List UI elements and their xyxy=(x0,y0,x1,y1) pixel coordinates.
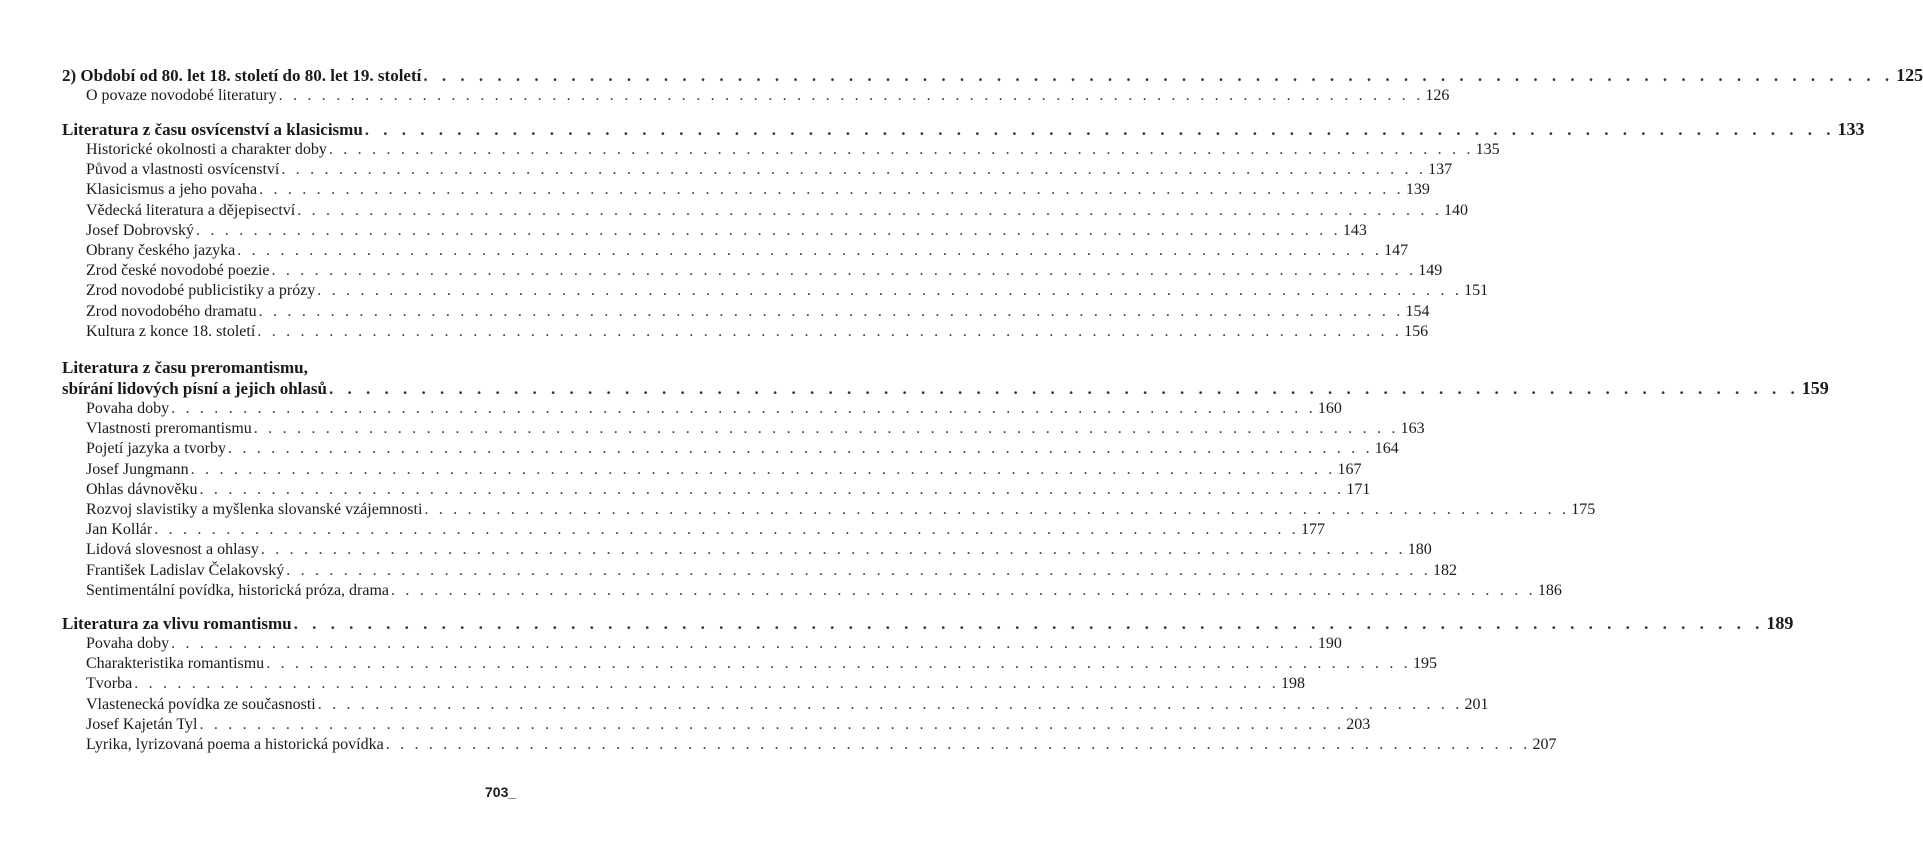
toc-entry xyxy=(62,322,1429,342)
toc-entry xyxy=(62,520,1326,540)
dot-leader: . . . . . . . . . . . . . . . . . . . . . . . . . . . . . . . . . . . . . . . . . . . . . . . . . . . . . . . . . . . . . . . . . . . . . . . . . . . . . . . . xyxy=(134,675,1280,693)
dot-leader: . . . . . . . . . . . . . . . . . . . . . . . . . . . . . . . . . . . . . . . . . . . . . . . . . . . . . . . . . . . . . . . . . . . . . . . . . . . . . . . . xyxy=(258,302,1404,320)
toc-entry-page: 139 xyxy=(1405,181,1430,199)
toc-section xyxy=(62,357,1829,601)
dot-leader: . . . . . . . . . . . . . . . . . . . . . . . . . . . . . . . . . . . . . . . . . . . . . . . . . . . . . . . . . . . . . . . . . . . . . . . . . . . . . . . . xyxy=(190,460,1336,478)
toc-entry xyxy=(62,500,1596,520)
toc-entry-page: 167 xyxy=(1337,460,1362,478)
toc-entry-page: 151 xyxy=(1464,282,1489,300)
toc-entry-page: 198 xyxy=(1281,675,1306,693)
toc-section xyxy=(62,65,1923,106)
section-heading-page: 125 xyxy=(1896,65,1923,85)
dot-leader: . . . . . . . . . . . . . . . . . . . . . . . . . . . . . . . . . . . . . . . . . . . . . . . . . . . . . . . . . . . . . . . . . . . . . . . . . . . . . . . . xyxy=(297,201,1443,219)
toc-entry xyxy=(62,715,1371,735)
section-heading-page: 189 xyxy=(1766,613,1794,633)
toc-entry-page: 175 xyxy=(1571,500,1596,518)
toc-entry-page: 149 xyxy=(1418,262,1443,280)
dot-leader: . . . . . . . . . . . . . . . . . . . . . . . . . . . . . . . . . . . . . . . . . . . . . . . . . . . . . . . . . . . . . . . . . . . . . . . . . . . . . . . . xyxy=(293,614,1765,633)
dot-leader: . . . . . . . . . . . . . . . . . . . . . . . . . . . . . . . . . . . . . . . . . . . . . . . . . . . . . . . . . . . . . . . . . . . . . . . . . . . . . . . . xyxy=(196,221,1341,239)
toc-entry xyxy=(62,581,1562,601)
dot-leader: . . . . . . . . . . . . . . . . . . . . . . . . . . . . . . . . . . . . . . . . . . . . . . . . . . . . . . . . . . . . . . . . . . . . . . . . . . . . . . . . xyxy=(266,655,1411,673)
toc-entry-title: Vlastenecká povídka ze současnosti xyxy=(86,695,316,713)
section-heading-page: 133 xyxy=(1837,119,1865,139)
toc-entry xyxy=(62,674,1306,694)
dot-leader: . . . . . . . . . . . . . . . . . . . . . . . . . . . . . . . . . . . . . . . . . . . . . . . . . . . . . . . . . . . . . . . . . . . . . . . . . . . . . . . . xyxy=(259,181,1404,199)
toc-entry-title: Sentimentální povídka, historická próza, drama xyxy=(86,581,390,599)
toc-entry-title: František Ladislav Čelakovský xyxy=(86,561,285,579)
toc-entry-title: Zrod české novodobé poezie xyxy=(86,262,270,280)
toc-entry xyxy=(62,160,1453,180)
dot-leader: . . . . . . . . . . . . . . . . . . . . . . . . . . . . . . . . . . . . . . . . . . . . . . . . . . . . . . . . . . . . . . . . . . . . . . . . . . . . . . . . xyxy=(317,282,1463,300)
toc-entry-page: 135 xyxy=(1475,141,1500,158)
toc-entry xyxy=(62,634,1342,654)
dot-leader: . . . . . . . . . . . . . . . . . . . . . . . . . . . . . . . . . . . . . . . . . . . . . . . . . . . . . . . . . . . . . . . . . . . . . . . . . . . . . . . . xyxy=(328,379,1800,398)
toc-entry xyxy=(62,480,1371,500)
toc-entry-title: Josef Dobrovský xyxy=(86,221,194,239)
section-heading-title: Literatura z času osvícenství a klasicismu xyxy=(62,120,363,139)
toc-entry-page: 126 xyxy=(1425,87,1450,104)
toc-entry xyxy=(62,561,1457,581)
toc-entry-page: 163 xyxy=(1400,420,1425,438)
toc-entry xyxy=(62,261,1443,281)
section-heading-title: Literatura za vlivu romantismu xyxy=(62,614,292,633)
dot-leader: . . . . . . . . . . . . . . . . . . . . . . . . . . . . . . . . . . . . . . . . . . . . . . . . . . . . . . . . . . . . . . . . . . . . . . . . . . . . . . . . xyxy=(237,241,1383,259)
toc-entry-title: O povaze novodobé literatury xyxy=(86,87,277,104)
toc-entry-title: Pojetí jazyka a tvorby xyxy=(86,440,226,458)
toc-entry-page: 171 xyxy=(1346,480,1371,498)
toc-entry-page: 156 xyxy=(1404,322,1429,340)
dot-leader: . . . . . . . . . . . . . . . . . . . . . . . . . . . . . . . . . . . . . . . . . . . . . . . . . . . . . . . . . . . . . . . . . . . . . . . . . . . . . . . . xyxy=(171,400,1316,417)
dot-leader: . . . . . . . . . . . . . . . . . . . . . . . . . . . . . . . . . . . . . . . . . . . . . . . . . . . . . . . . . . . . . . . . . . . . . . . . . . . . . . . . xyxy=(391,581,1536,599)
dot-leader: . . . . . . . . . . . . . . . . . . . . . . . . . . . . . . . . . . . . . . . . . . . . . . . . . . . . . . . . . . . . . . . . . . . . . . . . . . . . . . . . xyxy=(286,561,1431,579)
toc-entry xyxy=(62,439,1399,459)
toc-entry-page: 137 xyxy=(1428,161,1453,179)
dot-leader: . . . . . . . . . . . . . . . . . . . . . . . . . . . . . . . . . . . . . . . . . . . . . . . . . . . . . . . . . . . . . . . . . . . . . . . . . . . . . . . . xyxy=(171,635,1316,652)
toc-entry xyxy=(62,241,1409,261)
toc-entry-title: Zrod novodobého dramatu xyxy=(86,302,257,320)
dot-leader: . . . . . . . . . . . . . . . . . . . . . . . . . . . . . . . . . . . . . . . . . . . . . . . . . . . . . . . . . . . . . . . . . . . . . . . . . . . . . . . . xyxy=(253,420,1399,438)
section-heading xyxy=(62,65,1923,86)
toc-entry xyxy=(62,86,1450,106)
toc-entry-title: Povaha doby xyxy=(86,400,170,417)
dot-leader: . . . . . . . . . . . . . . . . . . . . . . . . . . . . . . . . . . . . . . . . . . . . . . . . . . . . . . . . . . . . . . . . . . . . . . . . . . . . . . . . xyxy=(199,715,1345,733)
dot-leader: . . . . . . . . . . . . . . . . . . . . . . . . . . . . . . . . . . . . . . . . . . . . . . . . . . . . . . . . . . . . . . . . . . . . . . . . . . . . . . . . xyxy=(328,141,1474,158)
toc-entry xyxy=(62,654,1437,674)
toc-entry xyxy=(62,419,1425,439)
toc-entry-title: Jan Kollár xyxy=(86,521,153,539)
toc-entry-title: Lyrika, lyrizovaná poema a historická povídka xyxy=(86,735,384,753)
toc-section xyxy=(62,613,1794,755)
toc-entry-page: 143 xyxy=(1342,221,1367,239)
toc-entry xyxy=(62,180,1430,200)
dot-leader: . . . . . . . . . . . . . . . . . . . . . . . . . . . . . . . . . . . . . . . . . . . . . . . . . . . . . . . . . . . . . . . . . . . . . . . . . . . . . . . . xyxy=(423,66,1895,85)
section-heading-title: 2) Období od 80. let 18. století do 80. let 19. století xyxy=(62,66,422,85)
toc-entry-title: Kultura z konce 18. století xyxy=(86,322,256,340)
toc-entry-page: 140 xyxy=(1444,201,1469,219)
toc-entry-page: 201 xyxy=(1464,695,1489,713)
dot-leader: . . . . . . . . . . . . . . . . . . . . . . . . . . . . . . . . . . . . . . . . . . . . . . . . . . . . . . . . . . . . . . . . . . . . . . . . . . . . . . . . xyxy=(199,480,1345,498)
toc-section xyxy=(62,119,1865,342)
toc-entry-page: 207 xyxy=(1532,735,1557,753)
toc-entry-page: 160 xyxy=(1317,400,1342,417)
toc-entry-page: 147 xyxy=(1384,241,1409,259)
dot-leader: . . . . . . . . . . . . . . . . . . . . . . . . . . . . . . . . . . . . . . . . . . . . . . . . . . . . . . . . . . . . . . . . . . . . . . . . . . . . . . . . xyxy=(260,541,1406,559)
toc-entry-title: Vlastnosti preromantismu xyxy=(86,420,252,438)
section-heading xyxy=(62,613,1794,634)
toc-entry-title: Původ a vlastnosti osvícenství xyxy=(86,161,280,179)
dot-leader: . . . . . . . . . . . . . . . . . . . . . . . . . . . . . . . . . . . . . . . . . . . . . . . . . . . . . . . . . . . . . . . . . . . . . . . . . . . . . . . . xyxy=(424,500,1570,518)
toc-entry xyxy=(62,460,1362,480)
page-number: 703_ xyxy=(485,784,517,800)
toc-entry-page: 182 xyxy=(1433,561,1457,579)
dot-leader: . . . . . . . . . . . . . . . . . . . . . . . . . . . . . . . . . . . . . . . . . . . . . . . . . . . . . . . . . . . . . . . . . . . . . . . . . . . . . . . . xyxy=(257,322,1403,340)
toc-entry xyxy=(62,201,1469,221)
toc-entry-page: 154 xyxy=(1405,302,1430,320)
toc-entry xyxy=(62,540,1432,560)
toc-entry-title: Zrod novodobé publicistiky a prózy xyxy=(86,282,316,300)
toc-entry xyxy=(62,399,1342,419)
toc-entry-page: 186 xyxy=(1537,581,1562,599)
toc-entry xyxy=(62,302,1430,322)
dot-leader: . . . . . . . . . . . . . . . . . . . . . . . . . . . . . . . . . . . . . . . . . . . . . . . . . . . . . . . . . . . . . . . . . . . . . . . . . . . . . . . . xyxy=(385,735,1531,753)
toc-entry xyxy=(62,281,1489,301)
toc-entry-title: Josef Jungmann xyxy=(86,460,189,478)
toc-entry-page: 177 xyxy=(1301,521,1326,539)
toc-entry-page: 195 xyxy=(1413,655,1437,673)
dot-leader: . . . . . . . . . . . . . . . . . . . . . . . . . . . . . . . . . . . . . . . . . . . . . . . . . . . . . . . . . . . . . . . . . . . . . . . . . . . . . . . . xyxy=(364,120,1836,139)
toc-entry-title: Vědecká literatura a dějepisectví xyxy=(86,201,296,219)
toc-entry xyxy=(62,735,1557,755)
toc-entry-title: Josef Kajetán Tyl xyxy=(86,715,198,733)
dot-leader: . . . . . . . . . . . . . . . . . . . . . . . . . . . . . . . . . . . . . . . . . . . . . . . . . . . . . . . . . . . . . . . . . . . . . . . . . . . . . . . . xyxy=(227,440,1373,458)
toc-entry-page: 203 xyxy=(1346,715,1371,733)
dot-leader: . . . . . . . . . . . . . . . . . . . . . . . . . . . . . . . . . . . . . . . . . . . . . . . . . . . . . . . . . . . . . . . . . . . . . . . . . . . . . . . . xyxy=(317,695,1463,713)
section-heading-title: sbírání lidových písní a jejich ohlasů xyxy=(62,379,327,398)
toc-entry-title: Tvorba xyxy=(86,675,133,693)
toc-entry-title: Povaha doby xyxy=(86,635,170,652)
toc-entry-title: Historické okolnosti a charakter doby xyxy=(86,141,327,158)
section-heading xyxy=(62,119,1865,140)
toc-entry-title: Rozvoj slavistiky a myšlenka slovanské vzájemnosti xyxy=(86,500,423,518)
toc-entry xyxy=(62,695,1489,715)
toc-entry-title: Ohlas dávnověku xyxy=(86,480,198,498)
toc-entry-title: Klasicismus a jeho povaha xyxy=(86,181,258,199)
toc-entry-title: Charakteristika romantismu xyxy=(86,655,265,673)
toc-entry-page: 180 xyxy=(1407,541,1432,559)
dot-leader: . . . . . . . . . . . . . . . . . . . . . . . . . . . . . . . . . . . . . . . . . . . . . . . . . . . . . . . . . . . . . . . . . . . . . . . . . . . . . . . . xyxy=(271,262,1417,280)
section-heading-line1: Literatura z času preromantismu, xyxy=(62,358,308,377)
dot-leader: . . . . . . . . . . . . . . . . . . . . . . . . . . . . . . . . . . . . . . . . . . . . . . . . . . . . . . . . . . . . . . . . . . . . . . . . . . . . . . . . xyxy=(154,521,1300,539)
toc-entry-page: 190 xyxy=(1317,635,1342,652)
dot-leader: . . . . . . . . . . . . . . . . . . . . . . . . . . . . . . . . . . . . . . . . . . . . . . . . . . . . . . . . . . . . . . . . . . . . . . . . . . . . . . . . xyxy=(278,87,1424,104)
toc-entry-page: 164 xyxy=(1374,440,1399,458)
toc-entry xyxy=(62,140,1500,160)
toc-entry xyxy=(62,221,1367,241)
toc-entry-title: Lidová slovesnost a ohlasy xyxy=(86,541,259,559)
dot-leader: . . . . . . . . . . . . . . . . . . . . . . . . . . . . . . . . . . . . . . . . . . . . . . . . . . . . . . . . . . . . . . . . . . . . . . . . . . . . . . . . xyxy=(281,161,1427,179)
section-heading xyxy=(62,378,1829,399)
section-heading-page: 159 xyxy=(1801,378,1829,398)
toc-entry-title: Obrany českého jazyka xyxy=(86,241,236,259)
